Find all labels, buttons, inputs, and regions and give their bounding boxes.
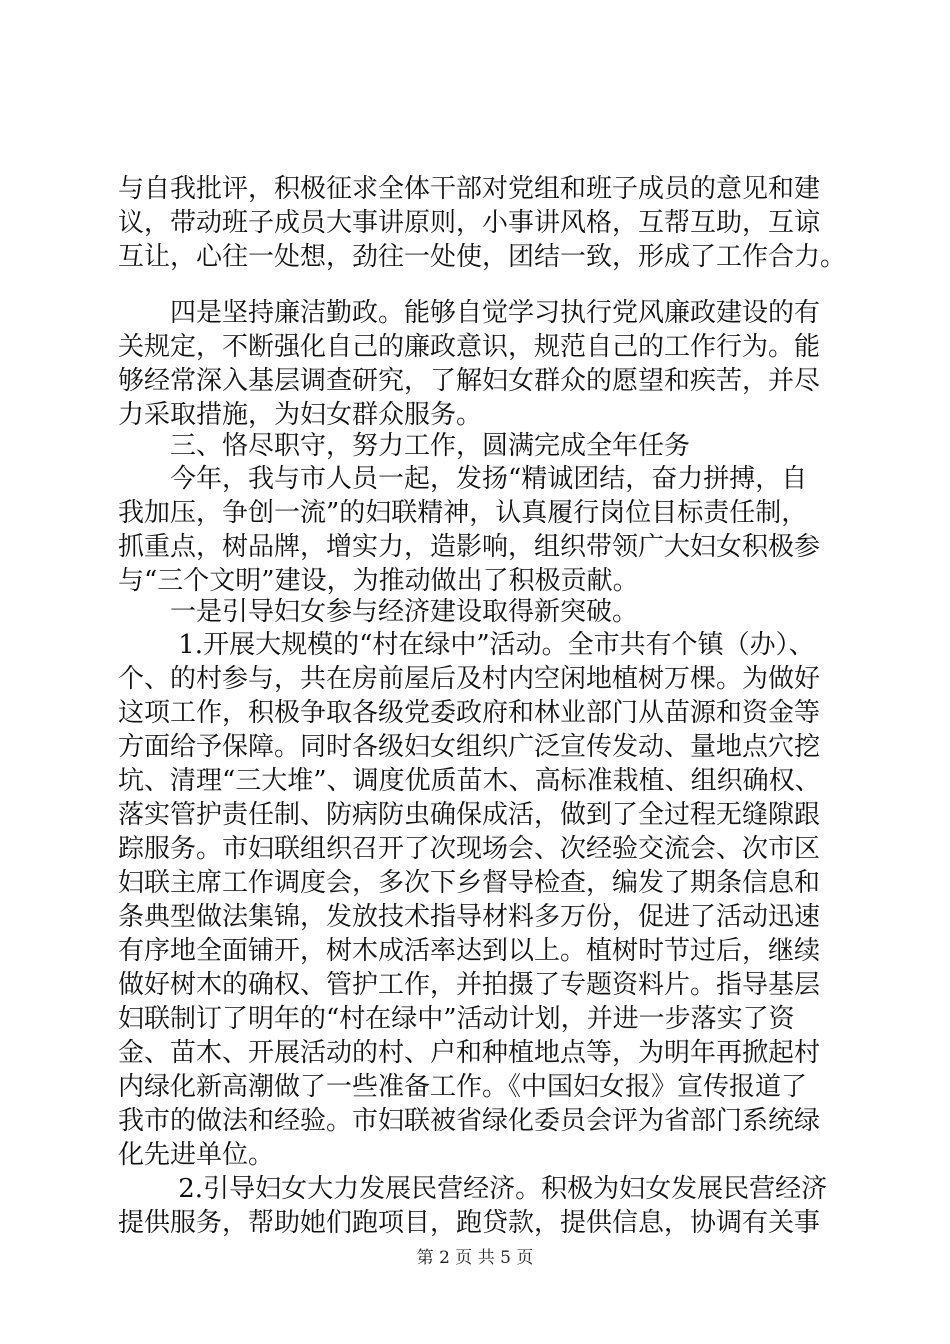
page-number-footer: 第 2 页 共 5 页 — [416, 1248, 534, 1268]
paragraph-line: 今年，我与市人员一起，发扬“精诚团结，奋力拼搏，自 — [118, 464, 808, 494]
paragraph-line: 抓重点，树品牌，增实力，造影响，组织带领广大妇女积极参 — [118, 532, 821, 562]
paragraph-line: 关规定，不断强化自己的廉政意识，规范自己的工作行为。能 — [118, 332, 821, 362]
paragraph-line: 方面给予保障。同时各级妇女组织广泛宣传发动、量地点穴挖 — [118, 732, 821, 762]
paragraph-line: 互让，心往一处想，劲往一处使，团结一致，形成了工作合力。 — [118, 242, 847, 272]
paragraph-line: 我加压，争创一流”的妇联精神，认真履行岗位目标责任制， — [118, 498, 808, 528]
paragraph-line: 坑、清理“三大堆”、调度优质苗木、高标准栽植、组织确权、 — [118, 766, 821, 796]
paragraph-line: 四是坚持廉洁勤政。能够自觉学习执行党风廉政建设的有 — [118, 298, 821, 328]
section-heading: 三、恪尽职守，努力工作，圆满完成全年任务 — [118, 431, 691, 461]
paragraph-line: 化先进单位。 — [118, 1140, 275, 1170]
paragraph-line: 我市的做法和经验。市妇联被省绿化委员会评为省部门系统绿 — [118, 1106, 821, 1136]
paragraph-line: 提供服务，帮助她们跑项目，跑贷款，提供信息，协调有关事 — [118, 1208, 821, 1238]
paragraph-line: 条典型做法集锦，发放技术指导材料多万份，促进了活动迅速 — [118, 902, 821, 932]
paragraph-line: 2.引导妇女大力发展民营经济。积极为妇女发展民营经济 — [118, 1174, 828, 1204]
paragraph-line: 这项工作，积极争取各级党委政府和林业部门从苗源和资金等 — [118, 698, 821, 728]
paragraph-line: 踪服务。市妇联组织召开了次现场会、次经验交流会、次市区 — [118, 834, 821, 864]
paragraph-line: 个、的村参与，共在房前屋后及村内空闲地植树万棵。为做好 — [118, 664, 821, 694]
paragraph-line: 够经常深入基层调查研究，了解妇女群众的愿望和疾苦，并尽 — [118, 366, 821, 396]
paragraph-line: 与“三个文明”建设，为推动做出了积极贡献。 — [118, 566, 639, 596]
paragraph-line: 妇联制订了明年的“村在绿中”活动计划，并进一步落实了资 — [118, 1004, 795, 1034]
paragraph-line: 与自我批评，积极征求全体干部对党组和班子成员的意见和建 — [118, 174, 821, 204]
paragraph-line: 落实管护责任制、防病防虫确保成活，做到了全过程无缝隙跟 — [118, 800, 821, 830]
paragraph-line: 力采取措施，为妇女群众服务。 — [118, 400, 483, 430]
subsection-heading: 一是引导妇女参与经济建设取得新突破。 — [118, 597, 639, 627]
paragraph-line: 1.开展大规模的“村在绿中”活动。全市共有个镇（办）、 — [118, 630, 815, 660]
paragraph-line: 议，带动班子成员大事讲原则，小事讲风格，互帮互助，互谅 — [118, 208, 821, 238]
paragraph-line: 做好树木的确权、管护工作，并拍摄了专题资料片。指导基层 — [118, 970, 821, 1000]
paragraph-line: 内绿化新高潮做了一些准备工作。《中国妇女报》宣传报道了 — [118, 1072, 808, 1102]
paragraph-line: 妇联主席工作调度会，多次下乡督导检查，编发了期条信息和 — [118, 868, 821, 898]
paragraph-line: 有序地全面铺开，树木成活率达到以上。植树时节过后，继续 — [118, 936, 821, 966]
paragraph-line: 金、苗木、开展活动的村、户和种植地点等，为明年再掀起村 — [118, 1038, 821, 1068]
